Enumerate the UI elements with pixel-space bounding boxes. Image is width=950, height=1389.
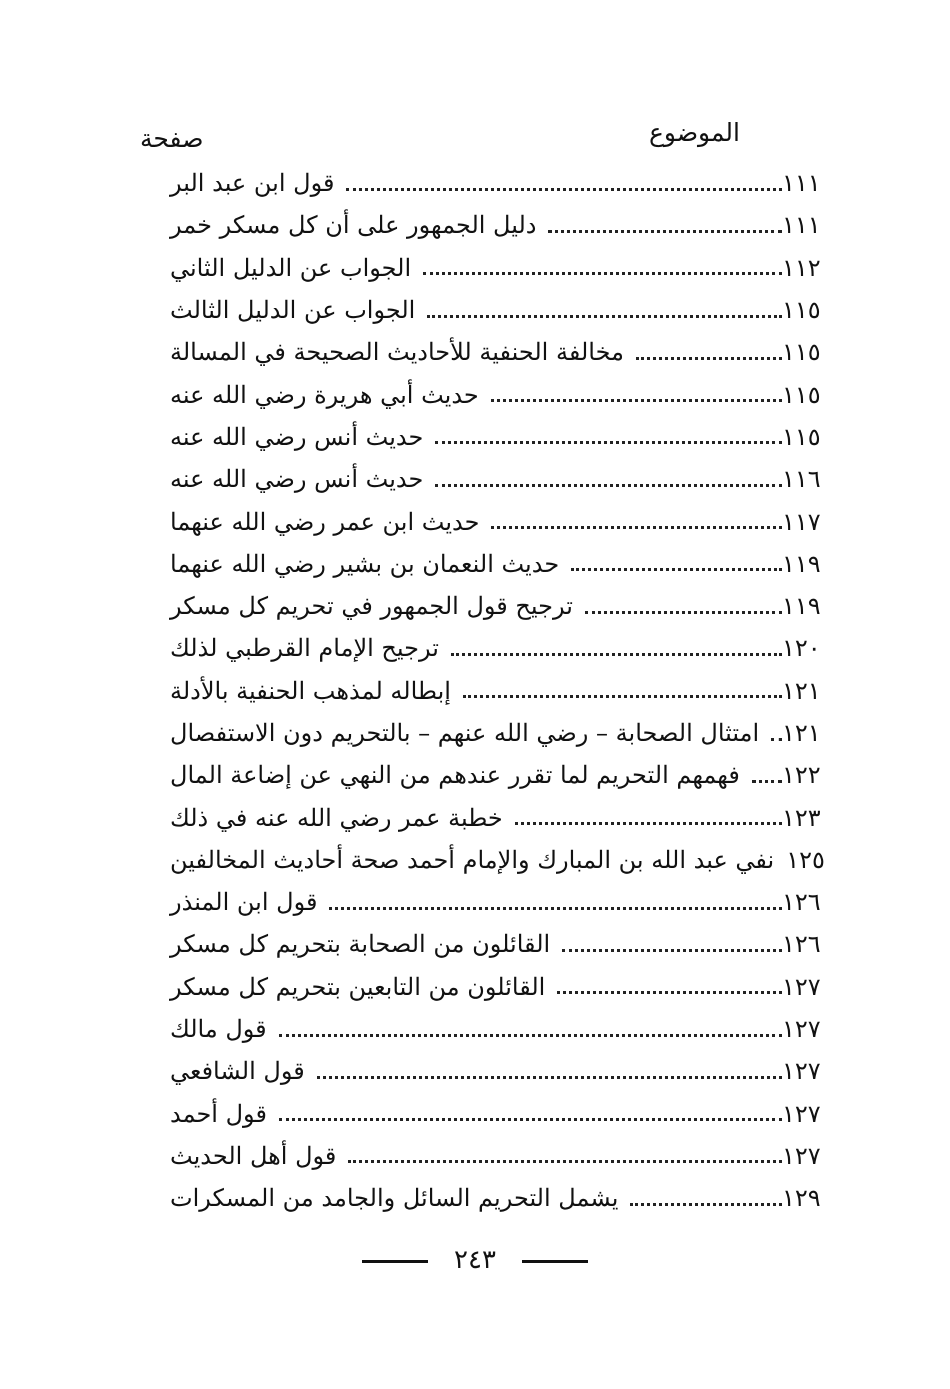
toc-entry-page: ١١١ [782, 169, 821, 198]
toc-entry-title: يشمل التحريم السائل والجامد من المسكرات [170, 1184, 619, 1213]
toc-entry-title: حديث أنس رضي الله عنه [170, 465, 424, 494]
toc-entry-title: حديث ابن عمر رضي الله عنهما [170, 507, 480, 536]
toc-entry-title: مخالفة الحنفية للأحاديث الصحيحة في المسالة [170, 338, 624, 367]
dot-leader [348, 1160, 782, 1163]
dot-leader [752, 780, 782, 783]
dot-leader [346, 188, 782, 191]
toc-entry-title: قول ابن عبد البر [170, 169, 335, 198]
toc-entry-page: ١١٢ [782, 253, 821, 282]
dot-leader [463, 695, 782, 698]
toc-entry-page: ١١٧ [782, 507, 821, 536]
toc-entry-title: قول ابن المنذر [170, 888, 318, 917]
toc-entry-page: ١١١ [782, 211, 821, 240]
toc-entry-title: حديث النعمان بن بشير رضي الله عنهما [170, 549, 560, 578]
toc-entry [160, 162, 840, 204]
toc-entry [160, 373, 840, 415]
toc-entry-title: قول مالك [170, 1015, 267, 1044]
toc-entry [160, 712, 840, 754]
toc-entry-page: ١١٥ [782, 338, 821, 367]
toc-entry-title: القائلون من الصحابة بتحريم كل مسكر [170, 930, 551, 959]
toc-entry [160, 543, 840, 585]
toc-entry-page: ١١٥ [782, 422, 821, 451]
toc-entry [160, 331, 840, 373]
footer-dash-left [362, 1260, 428, 1263]
toc-entry-title: قول الشافعي [170, 1057, 305, 1086]
toc-entry [160, 966, 840, 1008]
toc-entry-page: ١٢٦ [782, 888, 821, 917]
dot-leader [630, 1203, 782, 1206]
dot-leader [451, 653, 782, 656]
page-footer [0, 1245, 950, 1275]
dot-leader [636, 357, 782, 360]
toc-entry-page: ١٢٦ [782, 930, 821, 959]
toc-entry-page: ١١٩ [782, 549, 821, 578]
dot-leader [571, 568, 782, 571]
dot-leader [515, 822, 782, 825]
dot-leader [427, 315, 782, 318]
toc-entry [160, 627, 840, 669]
topic-column-heading: الموضوع [649, 118, 740, 147]
toc-entry [160, 881, 840, 923]
toc-entry-title: فهمهم التحريم لما تقرر عندهم من النهي عن إضاعة المال [170, 761, 740, 790]
toc-entry-title: امتثال الصحابة – رضي الله عنهم – بالتحريم دون الاستفصال [170, 719, 760, 747]
toc-entry-title: ترجيح قول الجمهور في تحريم كل مسكر [170, 592, 573, 621]
toc-entry [160, 1093, 840, 1135]
toc-entry [160, 289, 840, 331]
footer-dash-right [522, 1260, 588, 1263]
toc-entry-title: قول أهل الحديث [170, 1141, 337, 1170]
toc-entry-page: ١٢٧ [782, 1015, 821, 1044]
toc-entry-title: الجواب عن الدليل الثاني [170, 253, 412, 282]
toc-entry-page: ١٢٧ [782, 972, 821, 1001]
toc-entry-title: القائلون من التابعين بتحريم كل مسكر [170, 972, 546, 1001]
toc-entry [160, 1177, 840, 1219]
toc-entry-title: الجواب عن الدليل الثالث [170, 296, 416, 325]
dot-leader [585, 611, 782, 614]
dot-leader [557, 991, 782, 994]
toc-entry [160, 204, 840, 246]
page-column-heading: صفحة [140, 124, 204, 153]
toc-entry-page: ١٢٢ [782, 761, 821, 790]
toc-entry-title: قول أحمد [170, 1099, 267, 1128]
toc-entry [160, 416, 840, 458]
toc-entry [160, 247, 840, 289]
toc-entry-page: ١٢٠ [782, 634, 821, 663]
toc-entry [160, 670, 840, 712]
dot-leader [435, 441, 782, 444]
dot-leader [491, 526, 782, 529]
toc-entry-page: ١٢١ [782, 719, 821, 747]
toc-entry [160, 923, 840, 965]
dot-leader [562, 949, 782, 952]
dot-leader [548, 230, 782, 233]
toc-entry-title: خطبة عمر رضي الله عنه في ذلك [170, 803, 503, 832]
toc-entry [160, 796, 840, 838]
toc-entry-page: ١٢١ [782, 676, 821, 705]
toc-entry-page: ١١٦ [782, 465, 821, 494]
toc-entry-title: ترجيح الإمام القرطبي لذلك [170, 634, 439, 663]
toc-entry-page: ١١٥ [782, 296, 821, 325]
footer-page-number: ٢٤٣ [454, 1245, 496, 1275]
toc-entry-title: حديث أنس رضي الله عنه [170, 422, 424, 451]
toc-entry-title: دليل الجمهور على أن كل مسكر خمر [170, 211, 537, 240]
toc-entry [160, 1135, 840, 1177]
dot-leader [491, 399, 782, 402]
toc-entry [160, 500, 840, 542]
dot-leader [279, 1034, 782, 1037]
dot-leader [435, 484, 782, 487]
toc-entry [160, 839, 840, 881]
toc-entry-page: ١٢٩ [782, 1184, 821, 1213]
table-of-contents [160, 162, 840, 1219]
table-header [140, 118, 740, 158]
toc-entry-page: ١٢٥ [786, 845, 825, 874]
toc-entry [160, 585, 840, 627]
toc-entry-title: نفي عبد الله بن المبارك والإمام أحمد صحة أحاديث المخالفين [170, 845, 775, 874]
toc-entry-title: إبطاله لمذهب الحنفية بالأدلة [170, 676, 451, 705]
toc-entry [160, 1008, 840, 1050]
dot-leader [279, 1118, 782, 1121]
toc-entry-page: ١٢٧ [782, 1141, 821, 1170]
toc-entry-title: حديث أبي هريرة رضي الله عنه [170, 380, 479, 409]
toc-entry [160, 754, 840, 796]
dot-leader [329, 907, 782, 910]
dot-leader [317, 1076, 782, 1079]
toc-entry-page: ١٢٧ [782, 1057, 821, 1086]
toc-entry [160, 458, 840, 500]
toc-entry [160, 1050, 840, 1092]
toc-entry-page: ١٢٣ [782, 803, 821, 832]
dot-leader [771, 738, 782, 741]
toc-entry-page: ١٢٧ [782, 1099, 821, 1128]
dot-leader [423, 272, 782, 275]
toc-entry-page: ١١٩ [782, 592, 821, 621]
toc-entry-page: ١١٥ [782, 380, 821, 409]
